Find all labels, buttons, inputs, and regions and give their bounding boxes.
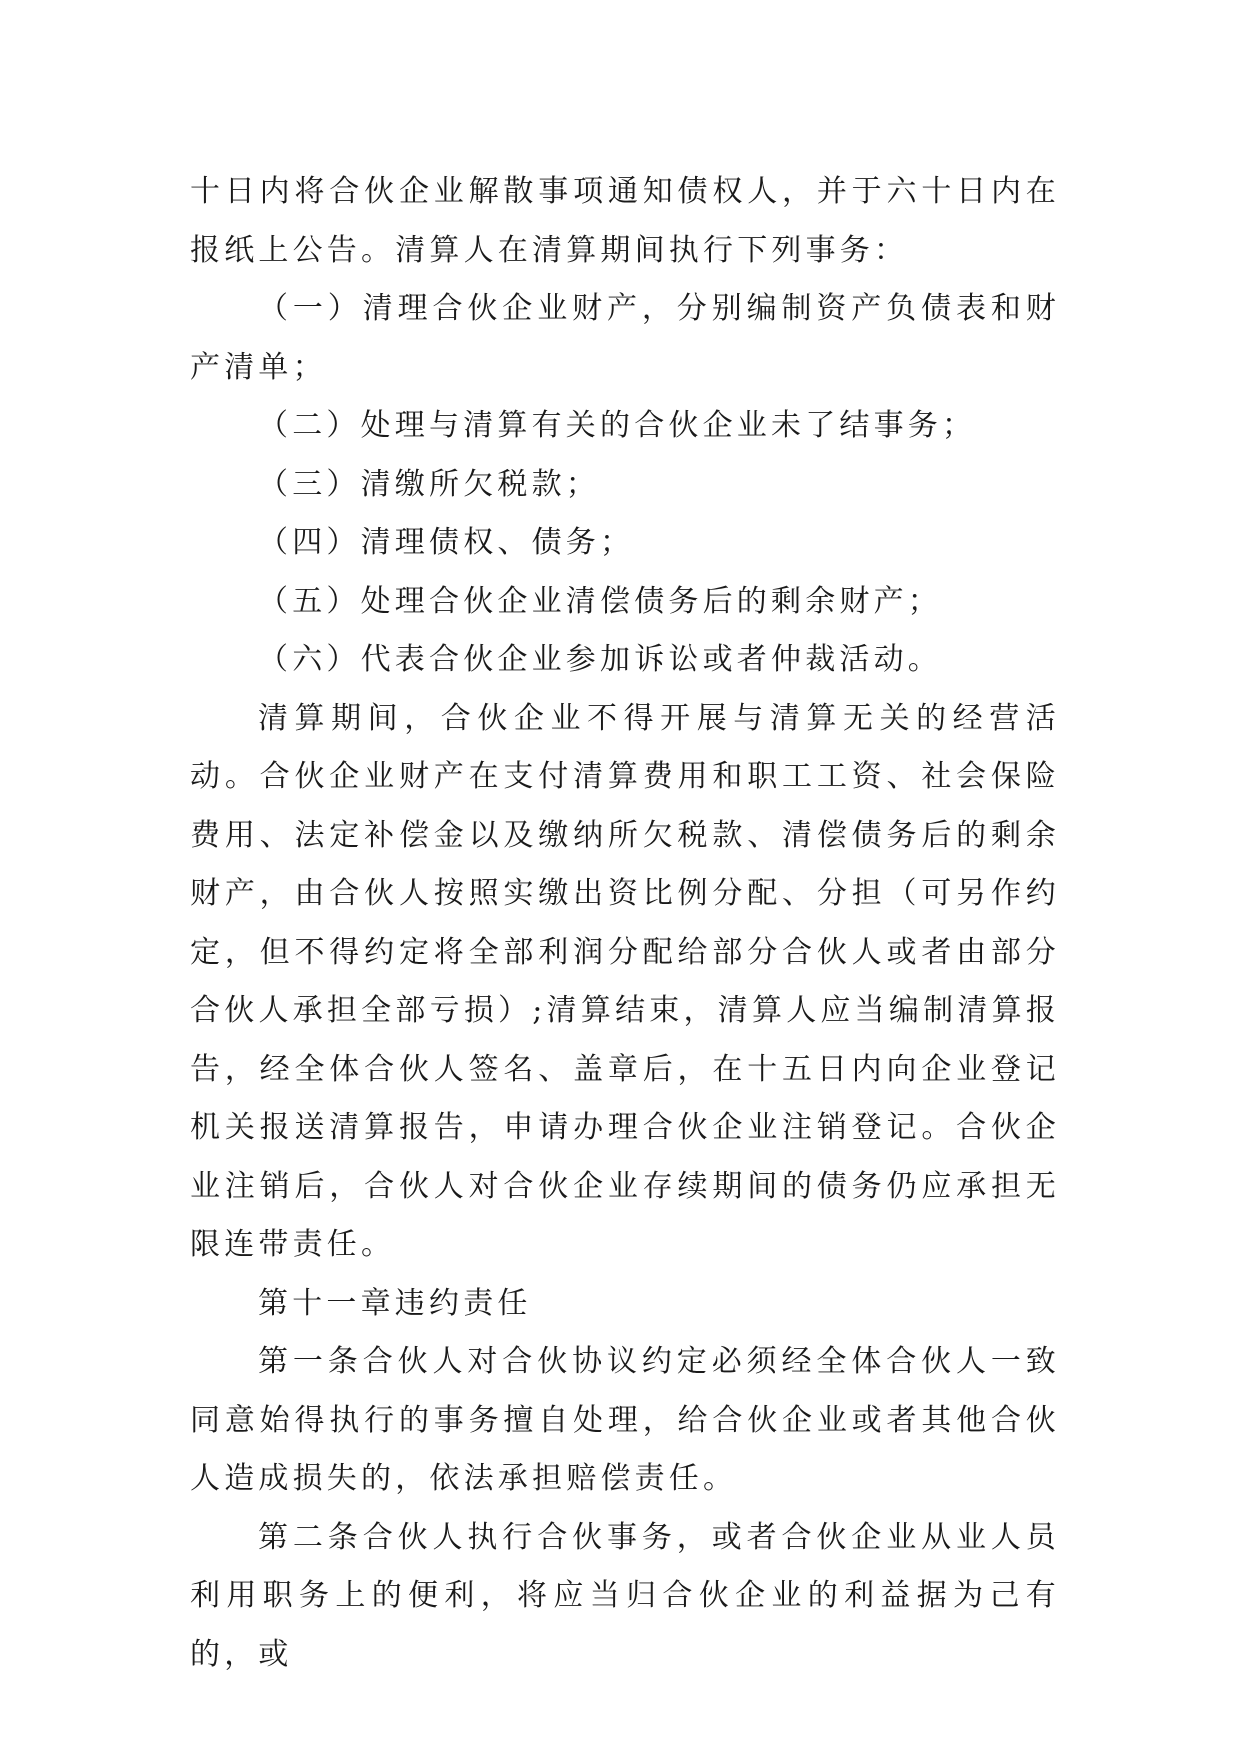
paragraph-liquidation: 清算期间，合伙企业不得开展与清算无关的经营活动。合伙企业财产在支付清算费用和职工工资、社会保险费用、法定补偿金以及缴纳所欠税款、清偿债务后的剩余财产，由合伙人按照实缴出资比例分配、分担（可另作约定，但不得约定将全部利润分配给部分合伙人或者由部分合伙人承担全部亏损）;清算结束，清算人应当编制清算报告，经全体合伙人签名、盖章后，在十五日内向企业登记机关报送清算报告，申请办理合伙企业注销登记。合伙企业注销后，合伙人对合伙企业存续期间的债务仍应承担无限连带责任。	[190, 700, 1060, 1262]
list-item-5: （五）处理合伙企业清偿债务后的剩余财产；	[258, 583, 942, 619]
list-item-6: （六）代表合伙企业参加诉讼或者仲裁活动。	[258, 642, 942, 677]
article-2: 第二条合伙人执行合伙事务，或者合伙企业从业人员利用职务上的便利，将应当归合伙企业的利益据为己有的，或	[190, 1519, 1060, 1672]
list-item-4: （四）清理债权、债务；	[258, 525, 635, 560]
list-item-1: （一）清理合伙企业财产，分别编制资产负债表和财产清单；	[190, 291, 1060, 385]
list-item-3: （三）清缴所欠税款；	[258, 466, 600, 502]
paragraph-continuation: 十日内将合伙企业解散事项通知债权人，并于六十日内在报纸上公告。清算人在清算期间执行下列事务：	[190, 174, 1060, 268]
article-1: 第一条合伙人对合伙协议约定必须经全体合伙人一致同意始得执行的事务擅自处理，给合伙企业或者其他合伙人造成损失的，依法承担赔偿责任。	[190, 1344, 1060, 1496]
chapter-heading: 第十一章违约责任	[258, 1285, 532, 1321]
list-item-2: （二）处理与清算有关的合伙企业未了结事务；	[258, 408, 977, 443]
document-body	[190, 163, 1060, 1684]
